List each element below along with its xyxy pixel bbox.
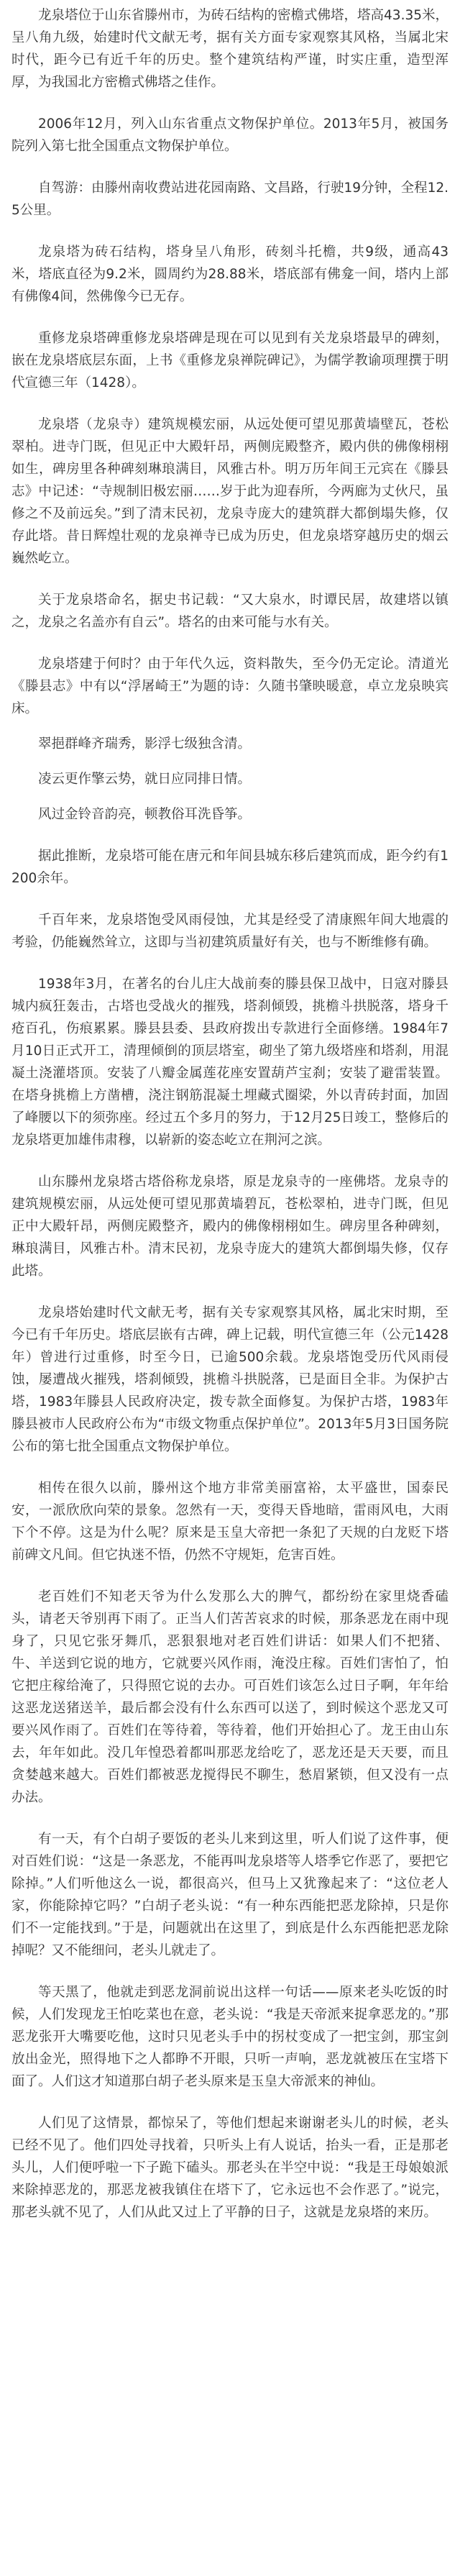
article-paragraph-history: 龙泉塔始建时代文献无考，据有关专家观察其风格，属北宋时期，至今已有千年历史。塔底层嵌有古碑，碑上记载，明代宣德三年（公元1428年）曾进行过重修，时至今日，已逾500余载。龙泉塔饱受历代风雨侵蚀，屡遭战火摧残，塔刹倾毁，挑檐斗拱脱落，已是面目全非。为保护古塔，1983年滕县人民政府决定，拨专款全面修复。为保护古塔，1983年滕县被市人民政府公布为“市级文物重点保护单位”。2013年5月3日国务院公布的第七批全国重点文物保护单位。: [12, 1305, 448, 1454]
article-paragraph-legend: 相传在很久以前，滕州这个地方非常美丽富裕，太平盛世，国泰民安，一派欣欣向荣的景象。忽然有一天，变得天昏地暗，雷雨风电，大雨下个不停。这是为什么呢？原来是玉皇大帝把一条犯了天规的白龙贬下塔前碑文凡间。但它执迷不悟，仍然不守规矩，危害百姓。: [12, 1481, 448, 1563]
article-paragraph-legend: 等天黑了，他就走到恶龙洞前说出这样一句话——原来老头吃饭的时候，人们发现龙王怕吃菜也在意，老头说：“我是天帝派来捉拿恶龙的。”那恶龙张开大嘴要吃他，这时只见老头手中的拐杖变成了一把宝剑，那宝剑放出金光，照得地下之人都睁不开眼，只听一声响，恶龙就被压在宝塔下面了。人们这才知道那白胡子老头原来是玉皇大帝派来的神仙。: [12, 1985, 448, 2089]
article-paragraph-naming: 关于龙泉塔命名，据史书记载：“又大泉水，时谭民居，故建塔以镇之，龙泉之名盖亦有自云”。塔名的由来可能与水有关。: [12, 593, 448, 630]
article-paragraph-dating: 龙泉塔建于何时？由于年代久远，资料散失，至今仍无定论。清道光《滕县志》中有以“浮屠崎王”为题的诗：久随书肇映暖意，卓立龙泉映宾床。: [12, 657, 448, 716]
article-paragraph-legend: 人们见了这情景，都惊呆了，等他们想起来谢谢老头儿的时候，老头已经不见了。他们四处寻找着，只听头上有人说话，抬头一看，正是那老头儿，人们便呼啦一下子跪下磕头。那老头在半空中说：“我是王母娘娘派来除掉恶龙的，那恶龙被我镇住在塔下了，它永远也不会作恶了。”说完，那老头就不见了，人们从此又过上了平静的日子，这就是龙泉塔的来历。: [12, 2116, 448, 2220]
article-paragraph-stele: 重修龙泉塔碑重修龙泉塔碑是现在可以见到有关龙泉塔最早的碑刻，嵌在龙泉塔底层东面，上书《重修龙泉禅院碑记》，为儒学教谕项理撰于明代宣德三年（1428）。: [12, 331, 448, 390]
article-paragraph-inference: 据此推断，龙泉塔可能在唐元和年间县城东移后建筑而成，距今约有1200余年。: [12, 849, 448, 886]
article-paragraph-legend: 老百姓们不知老天爷为什么发那么大的脾气，都纷纷在家里烧香磕头，请老天爷别再下雨了。正当人们苦苦哀求的时候，那条恶龙在雨中现身了，只见它张牙舞爪，恶狠狠地对老百姓们讲话：如果人们不把猪、牛、羊送到它说的地方，它就要兴风作雨，淹没庄稼。百姓们害怕了，怕它把庄稼给淹了，只得照它说的去办。可百姓们该怎么过日子啊，年年给这恶龙送猪送羊，最后都会没有什么东西可以送了，到时候这个恶龙又可要兴风作雨了。百姓们在等待着，等待着，他们开始担心了。龙王由山东去，年年如此。没几年惶恐着都叫那恶龙给吃了，恶龙还是天天要，而且贪婪越来越大。百姓们都被恶龙搅得民不聊生，愁眉紧锁，但又没有一点办法。: [12, 1589, 448, 1805]
article-paragraph-endurance: 千百年来，龙泉塔饱受风雨侵蚀，尤其是经受了清康熙年间大地震的考验，仍能巍然耸立，这即与当初建筑质量好有关，也与不断维修有确。: [12, 913, 448, 950]
article-paragraph-structure: 龙泉塔为砖石结构，塔身呈八角形，砖刻斗托檐，共9级，通高43米，塔底直径为9.2米，圆周约为28.88米，塔底部有佛龛一间，塔内上部有佛像4间，然佛像今已无存。: [12, 245, 448, 304]
article-paragraph-intro: 龙泉塔位于山东省滕州市，为砖石结构的密檐式佛塔，塔高43.35米，呈八角九级，始建时代文献无考，据有关方面专家观察其风格，当属北宋时代，距今已有近千年的历史。整个建筑结构严谨，时实庄重，造型浑厚，为我国北方密檐式佛塔之佳作。: [12, 8, 448, 90]
article-verse-line: 风过金铃音韵亮，顿教俗耳洗昏筝。: [38, 807, 252, 822]
article-paragraph-listing: 2006年12月，列入山东省重点文物保护单位。2013年5月，被国务院列入第七批全国重点文物保护单位。: [12, 117, 448, 154]
article-verse-line: 凌云更作擎云势，就日应同排日情。: [38, 772, 252, 787]
article-paragraph-directions: 自驾游：由滕州南收费站进花园南路、文昌路，行驶19分钟，全程12.5公里。: [12, 181, 448, 218]
article-verse-line: 翠挹群峰齐瑞秀，影浮七级独含清。: [38, 736, 252, 752]
article-paragraph-restoration: 1938年3月，在著名的台儿庄大战前奏的滕县保卫战中，日寇对滕县城内疯狂轰击，古塔也受战火的摧残，塔刹倾毁，挑檐斗拱脱落，塔身千疮百孔，伤痕累累。滕县县委、县政府拨出专款进行全面修缮。1984年7月10日正式开工，清理倾倒的顶层塔室，砌坐了第九级塔座和塔刹，用混凝土浇灌塔顶。安装了八瓣金属莲花座安置葫芦宝刹；安装了避雷装置。在塔身挑檐上方凿槽，浇注钢筋混凝土埋藏式圈梁，外以青砖封面，加固了峰腰以下的须弥座。经过五个多月的努力，于12月25日竣工，整修后的龙泉塔更加雄伟肃穆，以崭新的姿态屹立在荆河之滨。: [12, 977, 448, 1148]
article-paragraph-temple: 龙泉塔（龙泉寺）建筑规模宏丽，从远处便可望见那黄墙壁瓦，苍松翠柏。进寺门既，但见正中大殿轩昂，两侧庑殿整齐，殿内供的佛像栩栩如生，碑房里各种碑刻琳琅满目，风雅古朴。明万历年间王元宾在《滕县志》中记述：“寺规制旧极宏丽……岁于此为迎春所，今两廊为丈伙尺，虽修之不及前远矣。”到了清末民初，龙泉寺庞大的建筑群大都倒塌失修，仅存此塔。昔日辉煌壮观的龙泉禅寺已成为历史，但龙泉塔穿越历史的烟云巍然屹立。: [12, 417, 448, 566]
article-paragraph-overview: 山东滕州龙泉塔古塔俗称龙泉塔，原是龙泉寺的一座佛塔。龙泉寺的建筑规模宏丽，从远处便可望见那黄墙碧瓦，苍松翠柏，进寺门既，但见正中大殿轩昂，两侧庑殿整齐，殿内的佛像栩栩如生。碑房里各种碑刻，琳琅满目，风雅古朴。清末民初，龙泉寺庞大的建筑大都倒塌失修，仅存此塔。: [12, 1174, 448, 1279]
article-paragraph-legend: 有一天，有个白胡子要饭的老头儿来到这里，听人们说了这件事，便对百姓们说：“这是一条恶龙，不能再叫龙泉塔等人塔季它作恶了，要把它除掉。”人们听他这么一说，都很高兴，但马上又犹豫起来了：“这位老人家，你能除掉它吗？”白胡子老头说：“有一种东西能把恶龙除掉，只是你们不一定能找到。”于是，问题就出在这里了，到底是什么东西能把恶龙除掉呢？又不能细问，老头儿就走了。: [12, 1832, 448, 1958]
